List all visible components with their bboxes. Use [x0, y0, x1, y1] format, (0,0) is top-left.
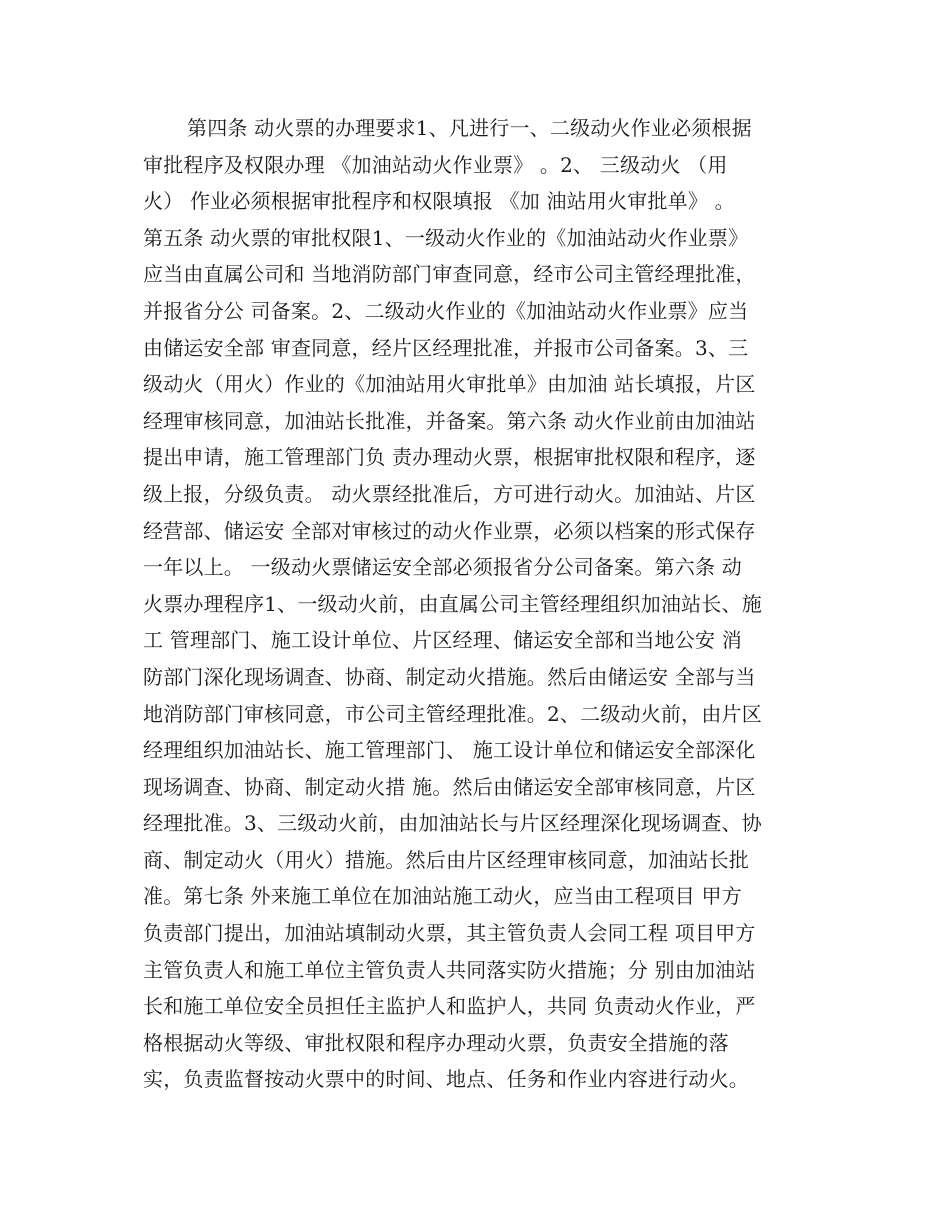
text-line: 级动火（用火）作业的《加油站用火审批单》由加油 站长填报，片区	[143, 372, 756, 397]
body-text	[143, 110, 813, 1098]
text-line: 商、制定动火（用火）措施。然后由片区经理审核同意，加油站长批	[143, 847, 749, 872]
text-line: 经营部、储运安 全部对审核过的动火作业票，必须以档案的形式保存	[143, 518, 756, 543]
text-line: 经理组织加油站长、施工管理部门、 施工设计单位和储运安全部深化	[143, 738, 756, 763]
text-line: 经理批准。3、三级动火前，由加油站长与片区经理深化现场调查、协	[143, 811, 762, 836]
text-line: 负责部门提出，加油站填制动火票，其主管负责人会同工程 项目甲方	[143, 921, 756, 946]
text-line: 由储运安全部 审查同意，经片区经理批准，并报市公司备案。3、三	[143, 335, 749, 360]
text-line: 并报省分公 司备案。2、二级动火作业的《加油站动火作业票》应当	[143, 298, 749, 323]
text-line: 主管负责人和施工单位主管负责人共同落实防火措施；分 别由加油站	[143, 957, 756, 982]
text-line: 火票办理程序1、一级动火前，由直属公司主管经理组织加油站长、施	[143, 591, 762, 616]
text-line: 经理审核同意，加油站长批准，并备案。第六条 动火作业前由加油站	[143, 408, 756, 433]
text-line: 审批程序及权限办理 《加油站动火作业票》 。2、 三级动火 （用	[143, 152, 728, 177]
text-line: 地消防部门审核同意，市公司主管经理批准。2、二级动火前，由片区	[143, 701, 762, 726]
text-line: 工 管理部门、施工设计单位、片区经理、储运安全部和当地公安 消	[143, 628, 742, 653]
text-line: 准。第七条 外来施工单位在加油站施工动火，应当由工程项目 甲方	[143, 884, 742, 909]
text-line: 实，负责监督按动火票中的时间、地点、任务和作业内容进行动火。	[143, 1067, 749, 1092]
text-line: 现场调查、协商、制定动火措 施。然后由储运安全部审核同意，片区	[143, 774, 756, 799]
text-line: 级上报，分级负责。 动火票经批准后，方可进行动火。加油站、片区	[143, 481, 756, 506]
text-line: 应当由直属公司和 当地消防部门审查同意，经市公司主管经理批准，	[143, 262, 756, 287]
text-line: 提出申请，施工管理部门负 责办理动火票，根据审批权限和程序，逐	[143, 445, 756, 470]
text-line: 第四条 动火票的办理要求1、凡进行一、二级动火作业必须根据	[187, 116, 752, 140]
text-line: 防部门深化现场调查、协商、制定动火措施。然后由储运安 全部与当	[143, 664, 756, 689]
text-line: 火） 作业必须根据审批程序和权限填报 《加 油站用火审批单》 。	[143, 189, 735, 214]
text-line: 长和施工单位安全员担任主监护人和监护人，共同 负责动火作业，严	[143, 994, 756, 1019]
text-line: 格根据动火等级、审批权限和程序办理动火票，负责安全措施的落	[143, 1030, 729, 1055]
text-line: 第五条 动火票的审批权限1、一级动火作业的《加油站动火作业票》	[143, 225, 749, 250]
text-line: 一年以上。 一级动火票储运安全部必须报省分公司备案。第六条 动	[143, 555, 742, 580]
